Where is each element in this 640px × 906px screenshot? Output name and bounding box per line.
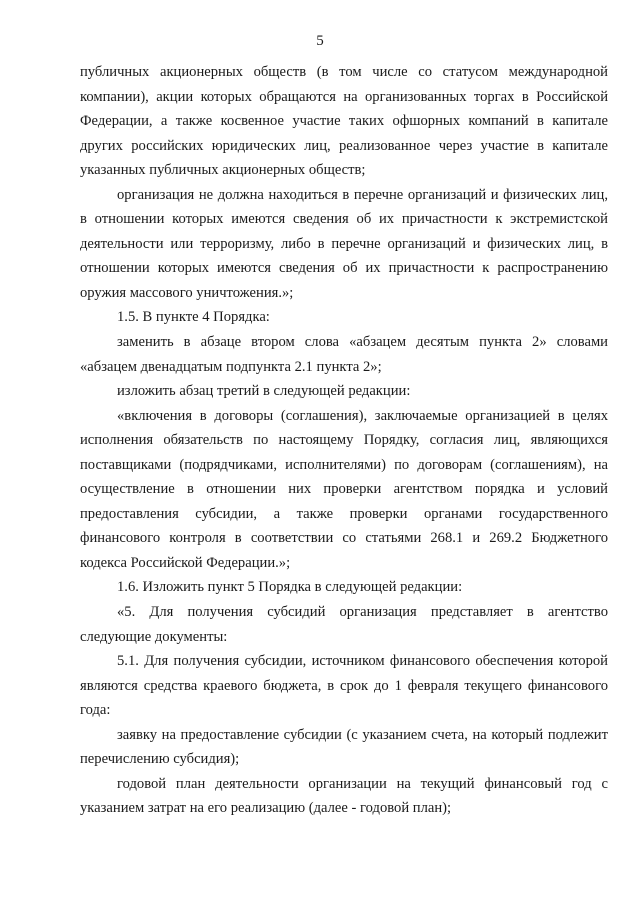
paragraph-annual-plan: годовой план деятельности организации на текущий финансовый год с указанием затрат на его реализацию (далее - годовой план);: [80, 775, 608, 817]
paragraph-extremism-list: организация не должна находиться в перечне организаций и физических лиц, в отношении которых имеются сведения об их причастности к экстремистской деятельности или терроризму, либо в перечне организаций и физических лиц, в отношении которых имеются сведения об их причастности к распространению оружия массового уничтожения.»;: [80, 186, 608, 301]
paragraph-1-5-heading: 1.5. В пункте 4 Порядка:: [117, 309, 270, 326]
paragraph-5-1-regional-budget: 5.1. Для получения субсидии, источником финансового обеспечения которой являются средства краевого бюджета, в срок до 1 февраля текущего финансового года:: [80, 653, 608, 719]
document-body: [80, 60, 608, 821]
paragraph-5-documents: «5. Для получения субсидий организация представляет в агентство следующие документы:: [80, 604, 608, 645]
paragraph-1-6-heading: 1.6. Изложить пункт 5 Порядка в следующей редакции:: [117, 579, 463, 596]
paragraph-subsidy-application: заявку на предоставление субсидии (с указанием счета, на который подлежит перечислению субсидия);: [80, 726, 608, 768]
page-number: 5: [316, 33, 324, 49]
paragraph-inclusion-in-contracts: «включения в договоры (соглашения), заключаемые организацией в целях исполнения обязательств по настоящему Порядку, согласия лиц, являющихся поставщиками (подрядчиками, исполнителями) по договорам (соглашениям), на осуществление в отношении них проверки агентством порядка и условий предоставления субсидии, а также проверки органами государственного финансового контроля в соответствии со статьями 268.1 и 269.2 Бюджетного кодекса Российской Федерации.»;: [80, 407, 608, 571]
paragraph-replace-words: заменить в абзаце втором слова «абзацем десятым пункта 2» словами «абзацем двенадцатым подпункта 2.1 пункта 2»;: [80, 334, 608, 375]
paragraph-state-third-abzac: изложить абзац третий в следующей редакции:: [117, 383, 411, 400]
paragraph-continuation: публичных акционерных обществ (в том числе со статусом международной компании), акции которых обращаются на организованных торгах в Российской Федерации, а также косвенное участие таких офшорных компаний в капитале других российских юридических лиц, реализованное через участие в капитале указанных публичных акционерных обществ;: [80, 64, 608, 179]
